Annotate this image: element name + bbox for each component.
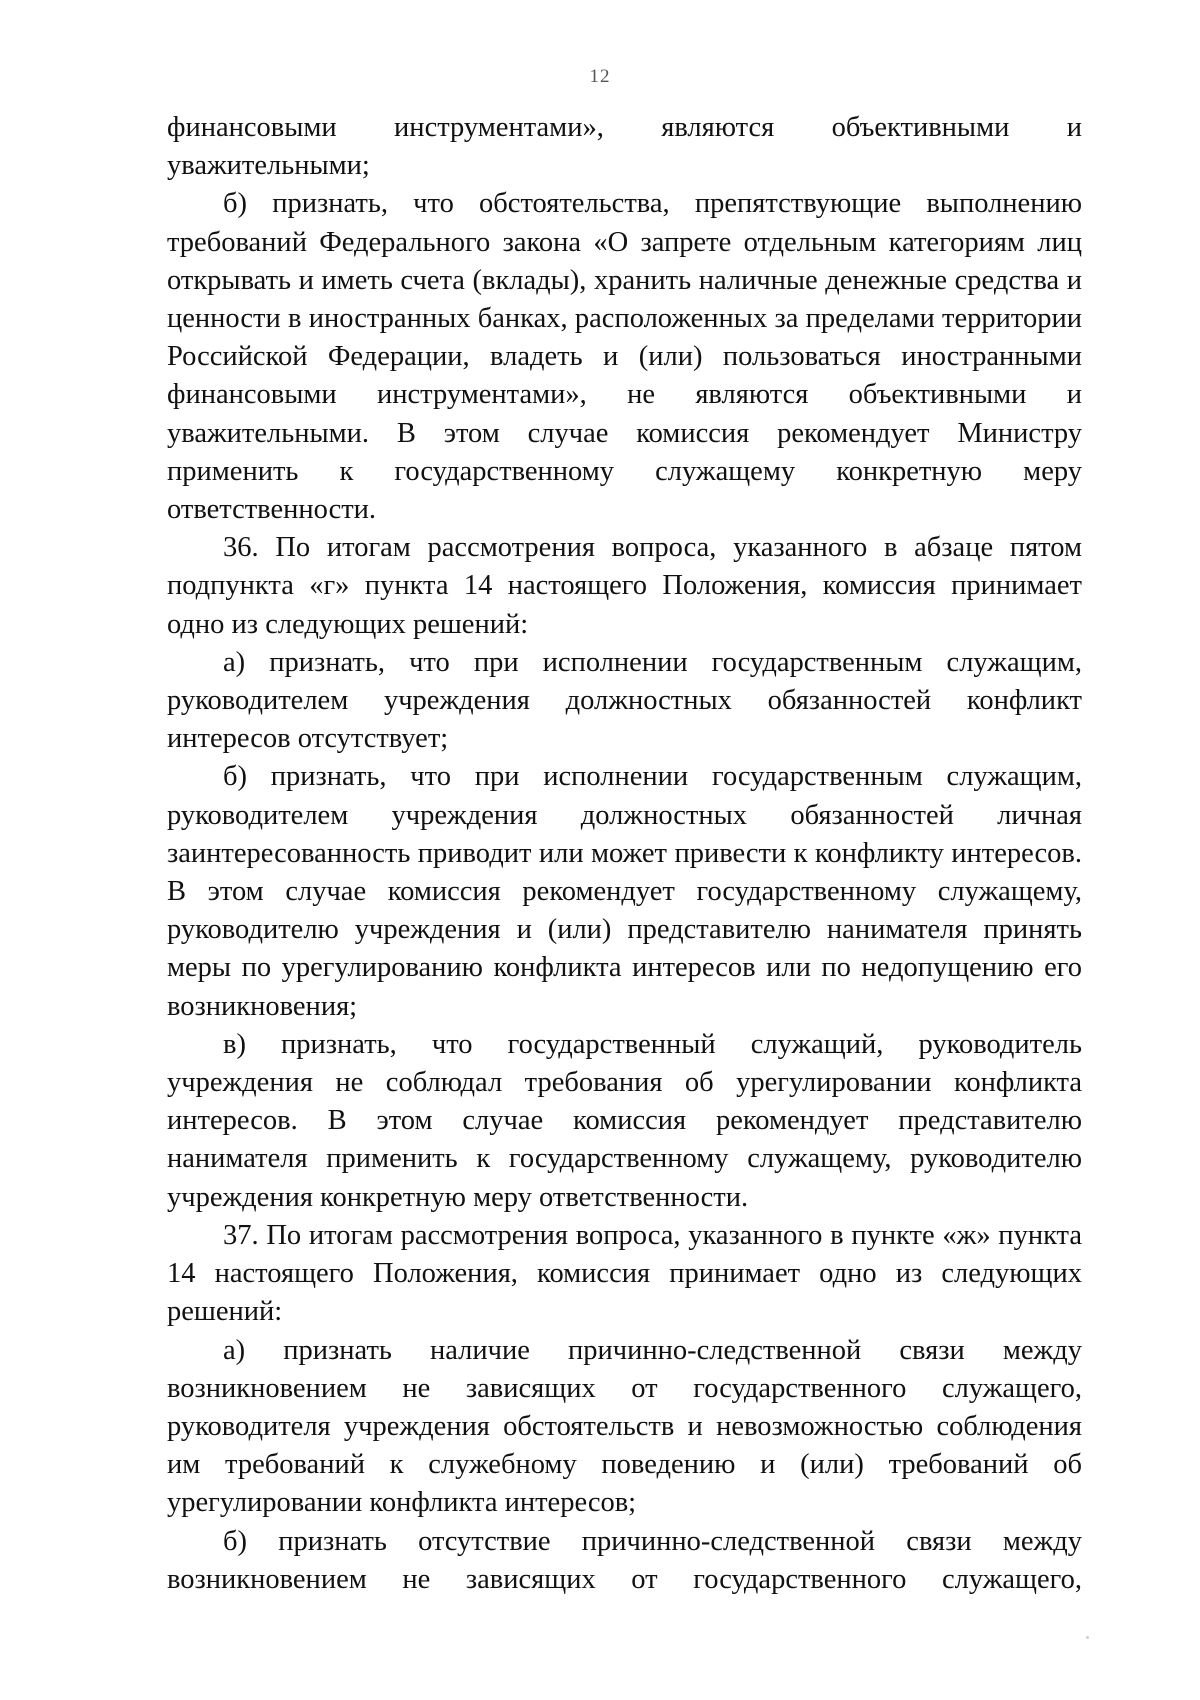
text-line: возникновения; [167, 990, 358, 1022]
text-line: применить к государственному служащему конкретную меру [167, 455, 1082, 487]
text-line: б) признать, что обстоятельства, препятствующие выполнению [223, 188, 1082, 220]
text-line: финансовыми инструментами», являются объективными и [167, 112, 1082, 143]
text-line: руководителя учреждения обстоятельств и невозможностью соблюдения [167, 1410, 1082, 1442]
text-line: открывать и иметь счета (вклады), хранить наличные денежные средства и [167, 264, 1082, 296]
text-line: руководителем учреждения должностных обязанностей личная [167, 799, 1082, 831]
text-line: 36. По итогам рассмотрения вопроса, указанного в абзаце пятом [223, 532, 1082, 564]
text-line: ответственности. [167, 494, 377, 526]
text-line: уважительными; [167, 150, 370, 182]
text-line: б) признать, что при исполнении государственным служащим, [223, 761, 1082, 793]
text-line: руководителю учреждения и (или) представителю нанимателя принять [167, 914, 1082, 946]
text-line: финансовыми инструментами», не являются объективными и [167, 379, 1082, 411]
text-line: одно из следующих решений: [167, 608, 529, 640]
text-line: возникновением не зависящих от государственного служащего, [167, 1372, 1082, 1404]
text-line: учреждения не соблюдал требования об урегулировании конфликта [167, 1067, 1082, 1099]
text-line: учреждения конкретную меру ответственности. [167, 1181, 749, 1213]
document-body [167, 109, 1082, 1599]
text-line: нанимателя применить к государственному служащему, руководителю [167, 1143, 1082, 1175]
text-line: урегулировании конфликта интересов; [167, 1487, 637, 1519]
page-number: 12 [589, 66, 611, 87]
text-line: интересов отсутствует; [167, 723, 449, 755]
text-line: возникновением не зависящих от государственного служащего, [167, 1563, 1082, 1595]
text-line: решений: [167, 1296, 283, 1328]
text-line: а) признать, что при исполнении государственным служащим, [223, 646, 1082, 678]
scan-speck [1086, 1636, 1089, 1639]
text-line: заинтересованность приводит или может привести к конфликту интересов. [167, 837, 1082, 869]
text-line: интересов. В этом случае комиссия рекомендует представителю [167, 1105, 1082, 1137]
text-line: 37. По итогам рассмотрения вопроса, указанного в пункте «ж» пункта [223, 1219, 1082, 1251]
text-line: им требований к служебному поведению и (или) требований об [167, 1449, 1082, 1481]
text-line: требований Федерального закона «О запрете отдельным категориям лиц [167, 226, 1082, 258]
text-line: В этом случае комиссия рекомендует государственному служащему, [167, 876, 1082, 908]
text-line: 14 настоящего Положения, комиссия принимает одно из следующих [167, 1258, 1082, 1290]
text-line: в) признать, что государственный служащий, руководитель [223, 1028, 1082, 1060]
text-line: а) признать наличие причинно-следственной связи между [223, 1334, 1082, 1366]
text-line: подпункта «г» пункта 14 настоящего Положения, комиссия принимает [167, 570, 1082, 602]
text-line: ценности в иностранных банках, расположенных за пределами территории [167, 303, 1082, 335]
text-line: б) признать отсутствие причинно-следственной связи между [223, 1525, 1082, 1557]
text-line: Российской Федерации, владеть и (или) пользоваться иностранными [167, 341, 1082, 373]
text-line: уважительными. В этом случае комиссия рекомендует Министру [167, 417, 1082, 449]
text-line: руководителем учреждения должностных обязанностей конфликт [167, 685, 1082, 717]
text-line: меры по урегулированию конфликта интересов или по недопущению его [167, 952, 1082, 984]
